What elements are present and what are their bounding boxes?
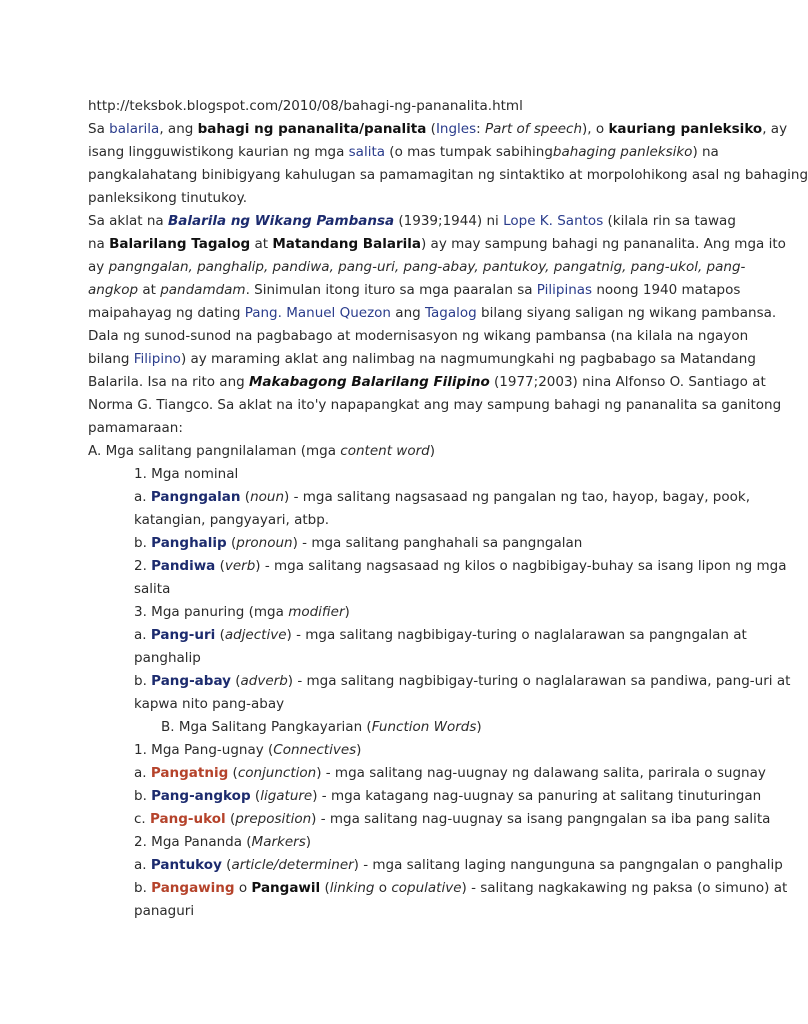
para2-line-10: pamamaraan: — [88, 420, 183, 436]
pananda-heading: 2. Mga Pananda (Markers) — [134, 834, 312, 850]
section-a-heading: A. Mga salitang pangnilalaman (mga content word) — [88, 443, 435, 459]
link-pang[interactable]: Pang. — [244, 305, 282, 321]
nominal-heading: 1. Mga nominal — [134, 466, 239, 482]
item-pangawing: b. Pangawing o Pangawil (linking o copulative) - salitang nagkakawing ng paksa (o simuno) at — [134, 880, 788, 896]
item-pangabay: b. Pang-abay (adverb) - mga salitang nagbibigay-turing o naglalarawan sa pandiwa, pang-uri at — [134, 673, 791, 689]
item-pangngalan-cont: katangian, pangyayari, atbp. — [134, 512, 330, 528]
para2-line-5: maipahayag ng dating Pang. Manuel Quezon ang Tagalog bilang siyang saligan ng wikang pambansa. — [88, 305, 777, 321]
para2-line-1: Sa aklat na Balarila ng Wikang Pambansa (1939;1944) ni Lope K. Santos (kilala rin sa tawag — [88, 213, 736, 229]
item-pangawing-cont: panaguri — [134, 903, 195, 919]
link-lope-santos[interactable]: Lope K. Santos — [503, 213, 604, 229]
item-pangatnig: a. Pangatnig (conjunction) - mga salitang nag-uugnay ng dalawang salita, parirala o sugnay — [134, 765, 766, 781]
intro-line-1: Sa balarila, ang bahagi ng pananalita/panalita (Ingles: Part of speech), o kauriang panleksiko, ay — [88, 121, 788, 137]
intro-line-4: panleksikong tinutukoy. — [88, 190, 248, 206]
item-panguri-cont: panghalip — [134, 650, 201, 666]
link-ingles[interactable]: Ingles — [435, 121, 477, 137]
pang-ugnay-heading: 1. Mga Pang-ugnay (Connectives) — [134, 742, 362, 758]
section-b-heading: B. Mga Salitang Pangkayarian (Function Words) — [161, 719, 482, 735]
panuring-heading: 3. Mga panuring (mga modifier) — [134, 604, 350, 620]
item-panguri: a. Pang-uri (adjective) - mga salitang nagbibigay-turing o naglalarawan sa pangngalan at — [134, 627, 747, 643]
link-manuel-quezon[interactable]: Manuel Quezon — [286, 305, 391, 321]
para2-line-7: bilang Filipino) ay maraming aklat ang nalimbag na nagmumungkahi ng pagbabago sa Matandang — [88, 351, 756, 367]
link-tagalog[interactable]: Tagalog — [424, 305, 477, 321]
item-pangangkop: b. Pang-angkop (ligature) - mga katagang nag-uugnay sa panuring at salitang tinuturingan — [134, 788, 762, 804]
link-salita[interactable]: salita — [348, 144, 386, 160]
para2-line-6: Dala ng sunod-sunod na pagbabago at modernisasyon ng wikang pambansa (na kilala na ngayon — [88, 328, 749, 344]
link-pilipinas[interactable]: Pilipinas — [536, 282, 593, 298]
item-pandiwa-cont: salita — [134, 581, 171, 597]
para2-line-2: na Balarilang Tagalog at Matandang Balarila) ay may sampung bahagi ng pananalita. Ang mga ito — [88, 236, 786, 252]
intro-line-2: isang lingguwistikong kaurian ng mga salita (o mas tumpak sabihingbahaging panleksiko) na — [88, 144, 719, 160]
link-balarila[interactable]: balarila — [109, 121, 160, 137]
link-filipino[interactable]: Filipino — [133, 351, 181, 367]
para2-line-9: Norma G. Tiangco. Sa aklat na ito'y napapangkat ang may sampung bahagi ng pananalita sa ganitong — [88, 397, 782, 413]
para2-line-3: ay pangngalan, panghalip, pandiwa, pang-uri, pang-abay, pantukoy, pangatnig, pang-ukol, pang- — [88, 259, 746, 275]
item-pandiwa: 2. Pandiwa (verb) - mga salitang nagsasaad ng kilos o nagbibigay-buhay sa isang lipon ng mga — [134, 558, 787, 574]
item-pangngalan: a. Pangngalan (noun) - mga salitang nagsasaad ng pangalan ng tao, hayop, bagay, pook, — [134, 489, 750, 505]
source-url[interactable]: http://teksbok.blogspot.com/2010/08/bahagi-ng-pananalita.html — [88, 98, 523, 114]
para2-line-8: Balarila. Isa na rito ang Makabagong Balarilang Filipino (1977;2003) nina Alfonso O. Santiago at — [88, 374, 766, 390]
item-pantukoy: a. Pantukoy (article/determiner) - mga salitang laging nangunguna sa pangngalan o panghalip — [134, 857, 783, 873]
item-pangukol: c. Pang-ukol (preposition) - mga salitang nag-uugnay sa isang pangngalan sa iba pang salita — [134, 811, 771, 827]
item-pangabay-cont: kapwa nito pang-abay — [134, 696, 285, 712]
intro-line-3: pangkalahatang binibigyang kahulugan sa pamamagitan ng sintaktiko at morpolohikong asal ng bahaging — [88, 167, 808, 183]
para2-line-4: angkop at pandamdam. Sinimulan itong ituro sa mga paaralan sa Pilipinas noong 1940 matapos — [88, 282, 741, 298]
item-panghalip: b. Panghalip (pronoun) - mga salitang panghahali sa pangngalan — [134, 535, 583, 551]
